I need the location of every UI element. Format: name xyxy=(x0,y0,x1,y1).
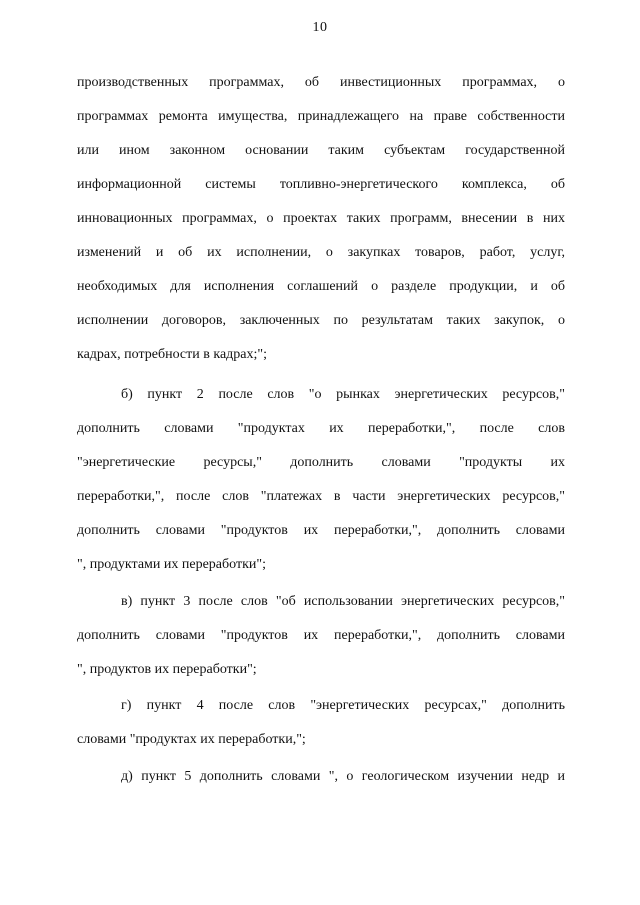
text-line: ", продуктов их переработки"; xyxy=(77,662,257,677)
paragraph-v-line: в) пункт 3 после слов "об использовании энергетических ресурсов," xyxy=(121,594,565,609)
text-line: дополнить словами "продуктов их переработки,", дополнить словами xyxy=(77,628,565,643)
text-line: необходимых для исполнения соглашений о разделе продукции, и об xyxy=(77,279,565,294)
text-line: ", продуктами их переработки"; xyxy=(77,557,266,572)
text-line: переработки,", после слов "платежах в части энергетических ресурсов," xyxy=(77,489,565,504)
text-line: инновационных программах, о проектах таких программ, внесении в них xyxy=(77,211,565,226)
text-line: дополнить словами "продуктов их переработки,", дополнить словами xyxy=(77,523,565,538)
text-line: словами "продуктах их переработки,"; xyxy=(77,732,306,747)
text-line: программах ремонта имущества, принадлежащего на праве собственности xyxy=(77,109,565,124)
text-line: или ином законном основании таким субъектам государственной xyxy=(77,143,565,158)
text-line: производственных программах, об инвестиционных программах, о xyxy=(77,75,565,90)
paragraph-g-line: г) пункт 4 после слов "энергетических ресурсах," дополнить xyxy=(121,698,565,713)
text-line: кадрах, потребности в кадрах;"; xyxy=(77,347,267,362)
page-number: 10 xyxy=(312,20,328,35)
text-line: дополнить словами "продуктах их переработки,", после слов xyxy=(77,421,565,436)
paragraph-b-line: б) пункт 2 после слов "о рынках энергетических ресурсов," xyxy=(121,387,565,402)
text-line: "энергетические ресурсы," дополнить словами "продукты их xyxy=(77,455,565,470)
text-line: информационной системы топливно-энергетического комплекса, об xyxy=(77,177,565,192)
text-line: исполнении договоров, заключенных по результатам таких закупок, о xyxy=(77,313,565,328)
paragraph-d-line: д) пункт 5 дополнить словами ", о геологическом изучении недр и xyxy=(121,769,565,784)
text-line: изменений и об их исполнении, о закупках товаров, работ, услуг, xyxy=(77,245,565,260)
